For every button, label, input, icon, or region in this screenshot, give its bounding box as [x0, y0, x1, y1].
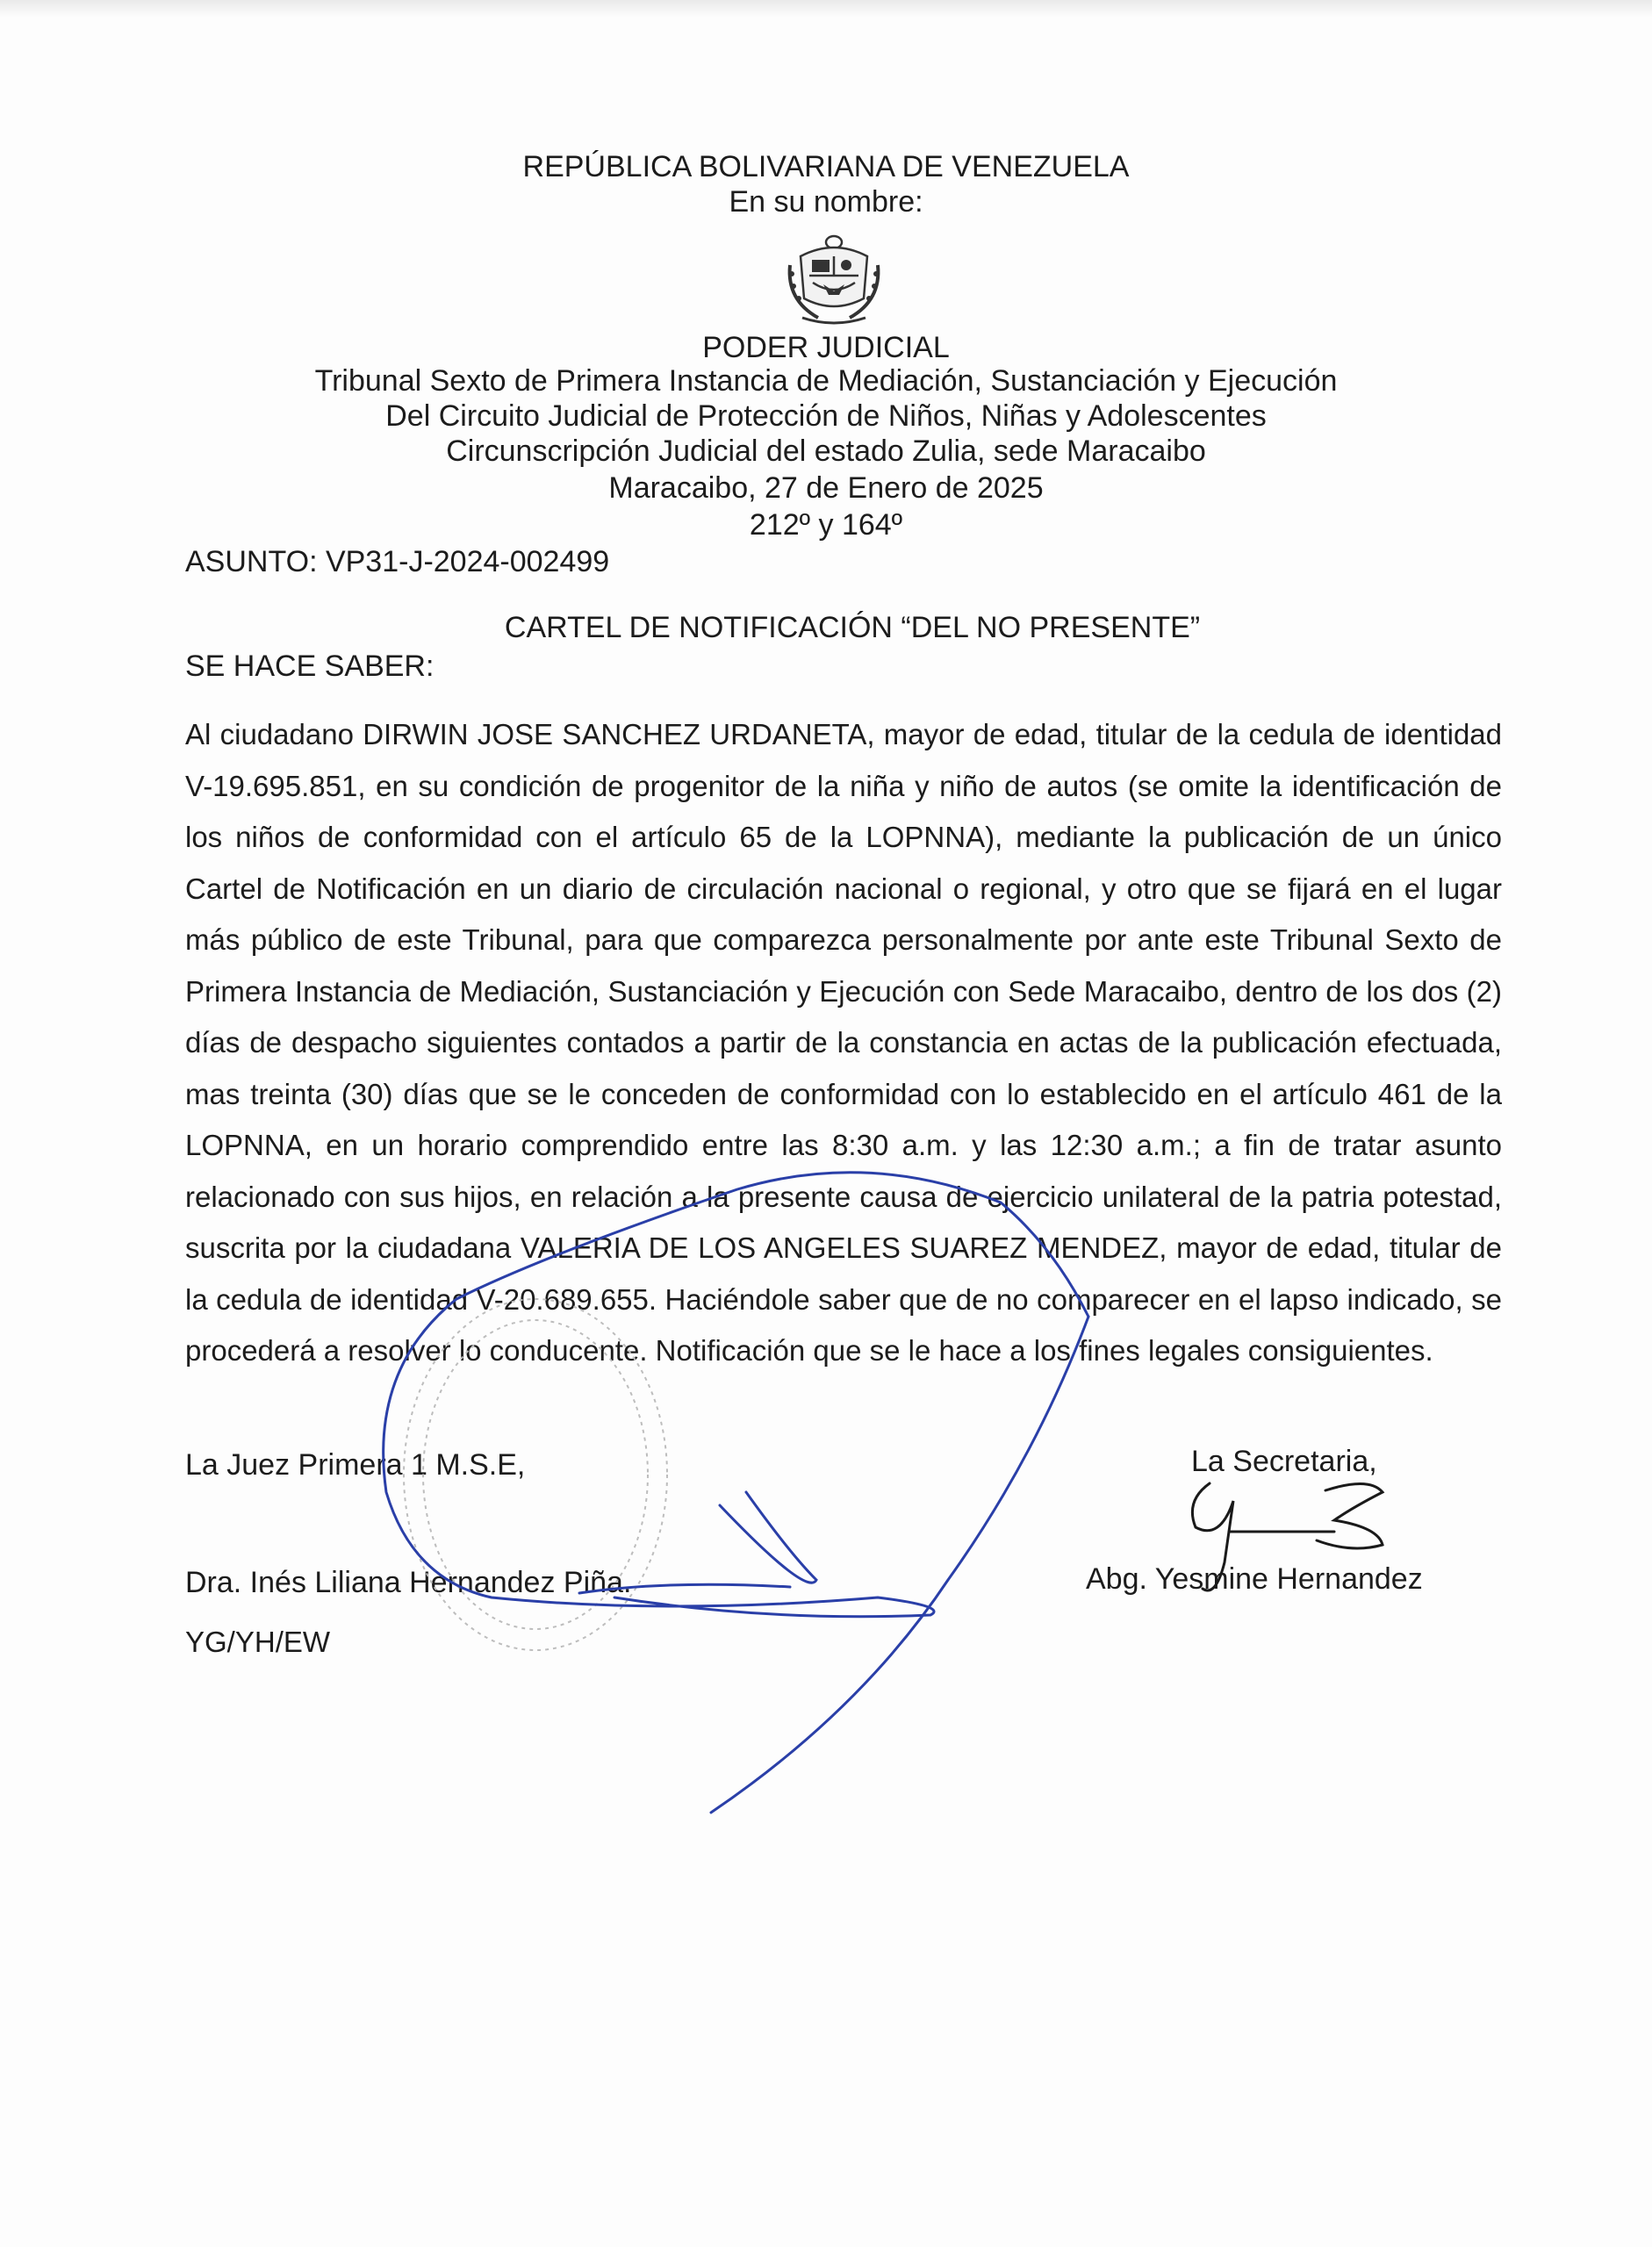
document-title	[0, 611, 1652, 645]
header-circunscripcion: Circunscripción Judicial del estado Zulia, sede Maracaibo	[446, 434, 1206, 468]
se-hace-saber: SE HACE SABER:	[185, 650, 435, 683]
header-circuito: Del Circuito Judicial de Protección de Niños, Niñas y Adolescentes	[385, 399, 1267, 433]
header-tribunal: Tribunal Sexto de Primera Instancia de Mediación, Sustanciación y Ejecución	[314, 364, 1338, 398]
header-republica: REPÚBLICA BOLIVARIANA DE VENEZUELA	[522, 150, 1130, 183]
secretary-title: La Secretaria,	[1191, 1445, 1377, 1478]
document-title-text: CARTEL DE NOTIFICACIÓN “DEL NO PRESENTE”	[504, 611, 1201, 644]
venezuela-coat-of-arms-icon	[783, 230, 885, 328]
header-years: 212º y 164º	[749, 508, 903, 542]
judge-name: Dra. Inés Liliana Hernandez Piña.	[185, 1566, 632, 1599]
case-number: ASUNTO: VP31-J-2024-002499	[185, 545, 610, 578]
header-en-su-nombre: En su nombre:	[729, 185, 923, 219]
initials: YG/YH/EW	[185, 1626, 331, 1658]
secretary-name: Abg. Yesmine Hernandez	[1086, 1562, 1423, 1596]
scan-edge-shadow	[0, 0, 1652, 18]
notification-body: Al ciudadano DIRWIN JOSE SANCHEZ URDANETA, mayor de edad, titular de la cedula de identidad V-19.695.851, en su condición de progenitor de la niña y niño de autos (se omite la identificación de los niños de conformidad con el artículo 65 de la LOPNNA), mediante la publicación de un único Cartel de Notificación en un diario de circulación nacional o regional, y otro que se fijará en el lugar más público de este Tribunal, para que comparezca personalmente por ante este Tribunal Sexto de Primera Instancia de Mediación, Sustanciación y Ejecución con Sede Maracaibo, dentro de los dos (2) días de despacho siguientes contados a partir de la constancia en actas de la publicación efectuada, mas treinta (30) días que se le conceden de conformidad con lo establecido en el artículo 461 de la LOPNNA, en un horario comprendido entre las 8:30 a.m. y las 12:30 a.m.; a fin de tratar asunto relacionado con sus hijos, en relación a la presente causa de ejercicio unilateral de la patria potestad, suscrita por la ciudadana VALERIA DE LOS ANGELES SUAREZ MENDEZ, mayor de edad, titular de la cedula de identidad V-20.689.655. Haciéndole saber que de no comparecer en el lapso indicado, se procederá a resolver lo conducente. Notificación que se le hace a los fines legales consiguientes.	[185, 718, 1502, 1367]
header-date: Maracaibo, 27 de Enero de 2025	[608, 471, 1044, 505]
judge-title: La Juez Primera 1 M.S.E,	[185, 1448, 526, 1482]
header-poder-judicial: PODER JUDICIAL	[702, 331, 950, 364]
